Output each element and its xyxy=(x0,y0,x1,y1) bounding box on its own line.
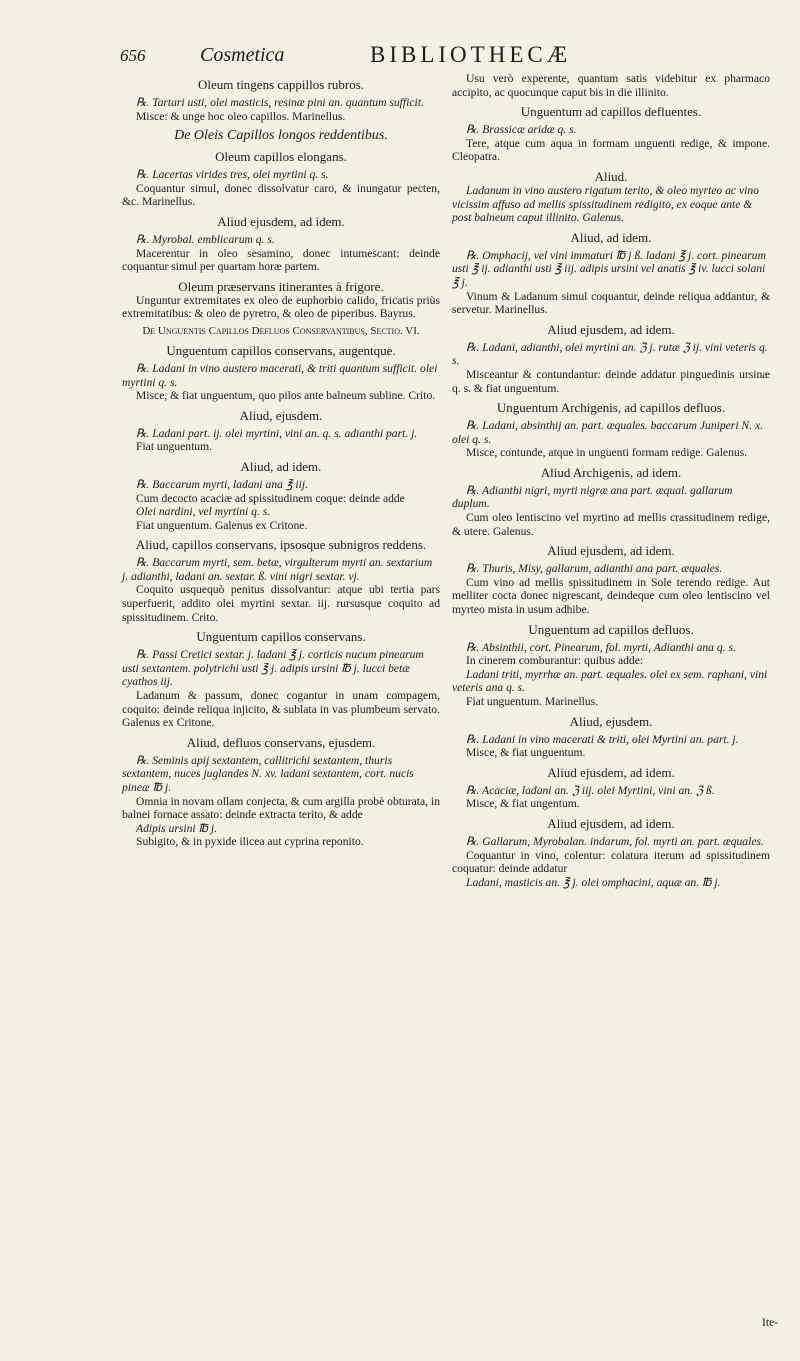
text-paragraph: Cum decocto acaciæ ad spissitudinem coque: deinde adde xyxy=(136,491,405,505)
recipe-heading: Aliud, ad idem. xyxy=(570,229,652,245)
text-paragraph: Misceantur & contundantur: deinde addatur pinguedinis ursinæ q. s. & fiat unguentum. xyxy=(452,367,770,395)
text-paragraph: Fiat unguentum. Galenus ex Critone. xyxy=(136,518,308,532)
recipe-ingredients: ℞. Ladani in vino macerati & triti, olei Myrtini an. part. j. xyxy=(466,732,739,746)
text-paragraph: Cum oleo lentiscino vel myrtino ad mellis crassitudinem redige, & utere. Galenus. xyxy=(452,511,770,538)
recipe-heading: Aliud, ejusdem. xyxy=(569,713,653,729)
text-paragraph: In cinerem comburantur: quibus adde: xyxy=(466,654,644,668)
left-column xyxy=(122,72,440,849)
text-paragraph: Unguntur extremitates ex oleo de euphorbio calido, fricatis priùs extremitatibus: & oleo de pyretro, & oleo de piperibus. Bayrus. xyxy=(122,293,440,321)
text-paragraph: Macerentur in oleo sesamino, donec intumescant: deinde coquantur simul per quartam horæ partem. xyxy=(122,246,440,274)
text-paragraph: Coquantur simul, donec dissolvatur caro, & inungatur pecten, &c. Marinellus. xyxy=(122,181,440,209)
recipe-ingredients: ℞. Seminis apij sextantem, callitrichi sextantem, thuris sextantem, nuces juglandes N. xv. ladani sextantem, cort. nucis pineæ ℔ j. xyxy=(122,753,414,794)
text-paragraph: Cum vino ad mellis spissitudinem in Sole terendo redige. Aut melliter cocta donec nigrescant, deindeque cum oleo lentiscino vel myrteo mista in usum adhibe. xyxy=(452,575,770,617)
recipe-heading: Aliud, defluos conservans, ejusdem. xyxy=(186,734,376,750)
italic-paragraph: Adipis ursini ℔ j. xyxy=(136,821,217,835)
recipe-ingredients: ℞. Acaciæ, ladani an. ℨ iij. olei Myrtini, vini an. ℨ ß. xyxy=(466,783,715,797)
page-number: 656 xyxy=(120,46,146,65)
recipe-heading: Unguentum capillos conservans, augentque. xyxy=(166,342,396,358)
text-paragraph: Fiat unguentum. Marinellus. xyxy=(466,695,599,708)
page-header xyxy=(120,42,760,72)
recipe-ingredients: ℞. Ladani part. ij. olei myrtini, vini an. q. s. adianthi part. j. xyxy=(136,426,418,440)
recipe-heading: Aliud ejusdem, ad idem. xyxy=(547,815,675,831)
recipe-ingredients: ℞. Thuris, Misy, gallarum, adianthi ana part. æquales. xyxy=(466,562,723,576)
text-paragraph: Subigito, & in pyxide ilicea aut cyprina reponito. xyxy=(136,835,364,849)
recipe-ingredients: ℞. Lacertas virides tres, olei myrtini q. s. xyxy=(136,168,329,182)
section-heading: De Unguentis Capillos Defluos Conservantibus, Sectio. VI. xyxy=(142,324,420,337)
recipe-ingredients: ℞. Adianthi nigri, myrti nigræ ana part. æqual. gallarum duplum. xyxy=(452,483,733,511)
recipe-heading: Aliud ejusdem, ad idem. xyxy=(217,213,345,229)
recipe-ingredients: ℞. Baccarum myrti, ladani ana ℥ iij. xyxy=(136,477,308,491)
recipe-heading: Aliud ejusdem, ad idem. xyxy=(547,321,675,337)
recipe-heading: Aliud. xyxy=(594,168,628,184)
recipe-heading: Unguentum ad capillos defluos. xyxy=(528,621,694,637)
recipe-heading: Unguentum capillos conservans. xyxy=(196,629,366,645)
recipe-heading: Aliud, ad idem. xyxy=(240,458,322,474)
text-paragraph: Misce, & fiat unguentum, quo pilos ante balneum subline. Crito. xyxy=(136,389,436,403)
catchword: Ite- xyxy=(762,1316,779,1329)
recipe-ingredients: ℞. Tartari usti, olei masticis, resinæ pini an. quantum sufficit. xyxy=(136,96,424,109)
recipe-heading: Aliud, capillos conservans, ipsosque subnigros reddens. xyxy=(135,537,427,553)
recipe-ingredients: ℞. Omphacij, vel vini immaturi ℔ j ß. ladani ℥ j. cort. pinearum usti ℥ ij. adianthi usti ℥ iij. adipis ursini vel anatis ℥ iv. lucci solani ℥ j. xyxy=(452,248,766,289)
text-paragraph: Tere, atque cum aqua in formam unguenti redige, & impone. Cleopatra. xyxy=(452,136,770,164)
recipe-heading: Oleum tingens cappillos rubros. xyxy=(197,77,365,92)
text-paragraph: Usu verò experente, quantum satis videbitur ex pharmaco accipito, ac quocunque caput bis in die illinito. xyxy=(452,72,770,99)
text-paragraph: Misce, & fiat unguentum. xyxy=(466,746,586,760)
recipe-ingredients: ℞. Gallarum, Myrobalan. indarum, fol. myrti an. part. æquales. xyxy=(466,834,764,848)
recipe-heading: Aliud, ejusdem. xyxy=(239,407,323,423)
recipe-ingredients: ℞. Ladani, adianthi, olei myrtini an. ℨ j. rutæ ℨ ij. vini veteris q. s. xyxy=(452,340,768,368)
text-paragraph: Omnia in novam ollam conjecta, & cum argilla probè obturata, in balnei fornace assato: deinde extracta terito, & adde xyxy=(122,794,440,822)
recipe-ingredients: ℞. Absinthii, cort. Pinearum, fol. myrti, Adianthi ana q. s. xyxy=(466,640,736,654)
recipe-ingredients: ℞. Brassicæ aridæ q. s. xyxy=(466,123,577,137)
text-paragraph: Fiat unguentum. xyxy=(136,440,212,454)
text-paragraph: Ladanum & passum, donec cogantur in unam compagem, coquito: deinde reliqua injicito, & sublata in vas plumbeum servato. Galenus ex Critone. xyxy=(122,689,440,730)
italic-paragraph: Ladani triti, myrrhæ an. part. æquales. olei ex sem. raphani, vini veteris ana q. s. xyxy=(452,667,768,695)
running-title: BIBLIOTHECÆ xyxy=(370,42,572,67)
italic-paragraph: Ladanum in vino austero rigatum terito, & oleo myrteo ac vino vicissim affuso ad mellis spissitudinem redigito, ex eoque ante & post balneum caput illinito. Galenus. xyxy=(452,183,759,225)
italic-paragraph: Ladani, masticis an. ℥ j. olei omphacini, aquæ an. ℔ j. xyxy=(466,875,721,889)
recipe-heading: Aliud ejusdem, ad idem. xyxy=(547,764,675,780)
text-paragraph: Misce: & unge hoc oleo capillos. Marinellus. xyxy=(136,109,346,123)
text-paragraph: Vinum & Ladanum simul coquantur, deinde reliqua addantur, & servetur. Marinellus. xyxy=(452,289,770,317)
right-column xyxy=(452,72,770,889)
recipe-heading: Oleum capillos elongans. xyxy=(215,149,347,165)
text-paragraph: Coquantur in vino, colentur: colatura iterum ad spissitudinem coquatur: deinde addatur xyxy=(452,848,770,876)
text-paragraph: Misce, contunde, atque in unguenti formam redige. Galenus. xyxy=(466,446,748,460)
chapter-heading: De Oleis Capillos longos reddentibus. xyxy=(174,128,388,144)
text-paragraph: Coquito usquequò penitus dissolvantur: atque ubi tertia pars superfuerit, addito olei myrtini sextar. iij. rursusque coquito ad spissitudinem. Crito. xyxy=(122,583,440,624)
recipe-heading: Aliud Archigenis, ad idem. xyxy=(540,464,682,480)
recipe-ingredients: ℞. Baccarum myrti, sem. betæ, virgulterum myrti an. sextarium j. adianthi, ladani an. sextar. ß. vini nigri sextar. vj. xyxy=(122,556,433,583)
recipe-heading: Unguentum ad capillos defluentes. xyxy=(520,104,702,120)
recipe-ingredients: ℞. Myrobal. emblicarum q. s. xyxy=(136,232,275,246)
italic-paragraph: Olei nardini, vel myrtini q. s. xyxy=(136,505,271,519)
recipe-ingredients: ℞. Ladani in vino austero macerati, & triti quantum sufficit. olei myrtini q. s. xyxy=(122,361,438,389)
recipe-ingredients: ℞. Passi Cretici sextar. j. ladani ℥ j. corticis nucum pinearum usti sextantem. polytrichi usti ℥ j. adipis ursini ℔ j. lucci betæ cyathos iij. xyxy=(122,648,424,689)
recipe-heading: Aliud ejusdem, ad idem. xyxy=(547,543,675,559)
recipe-ingredients: ℞. Ladani, absinthij an. part. æquales. baccarum Juniperi N. x. olei q. s. xyxy=(452,419,764,446)
text-paragraph: Misce, & fiat ungentum. xyxy=(466,797,580,811)
section-title: Cosmetica xyxy=(200,44,285,66)
recipe-heading: Unguentum Archigenis, ad capillos defluos. xyxy=(496,400,726,416)
recipe-heading: Oleum præservans itinerantes à frigore. xyxy=(178,278,384,294)
